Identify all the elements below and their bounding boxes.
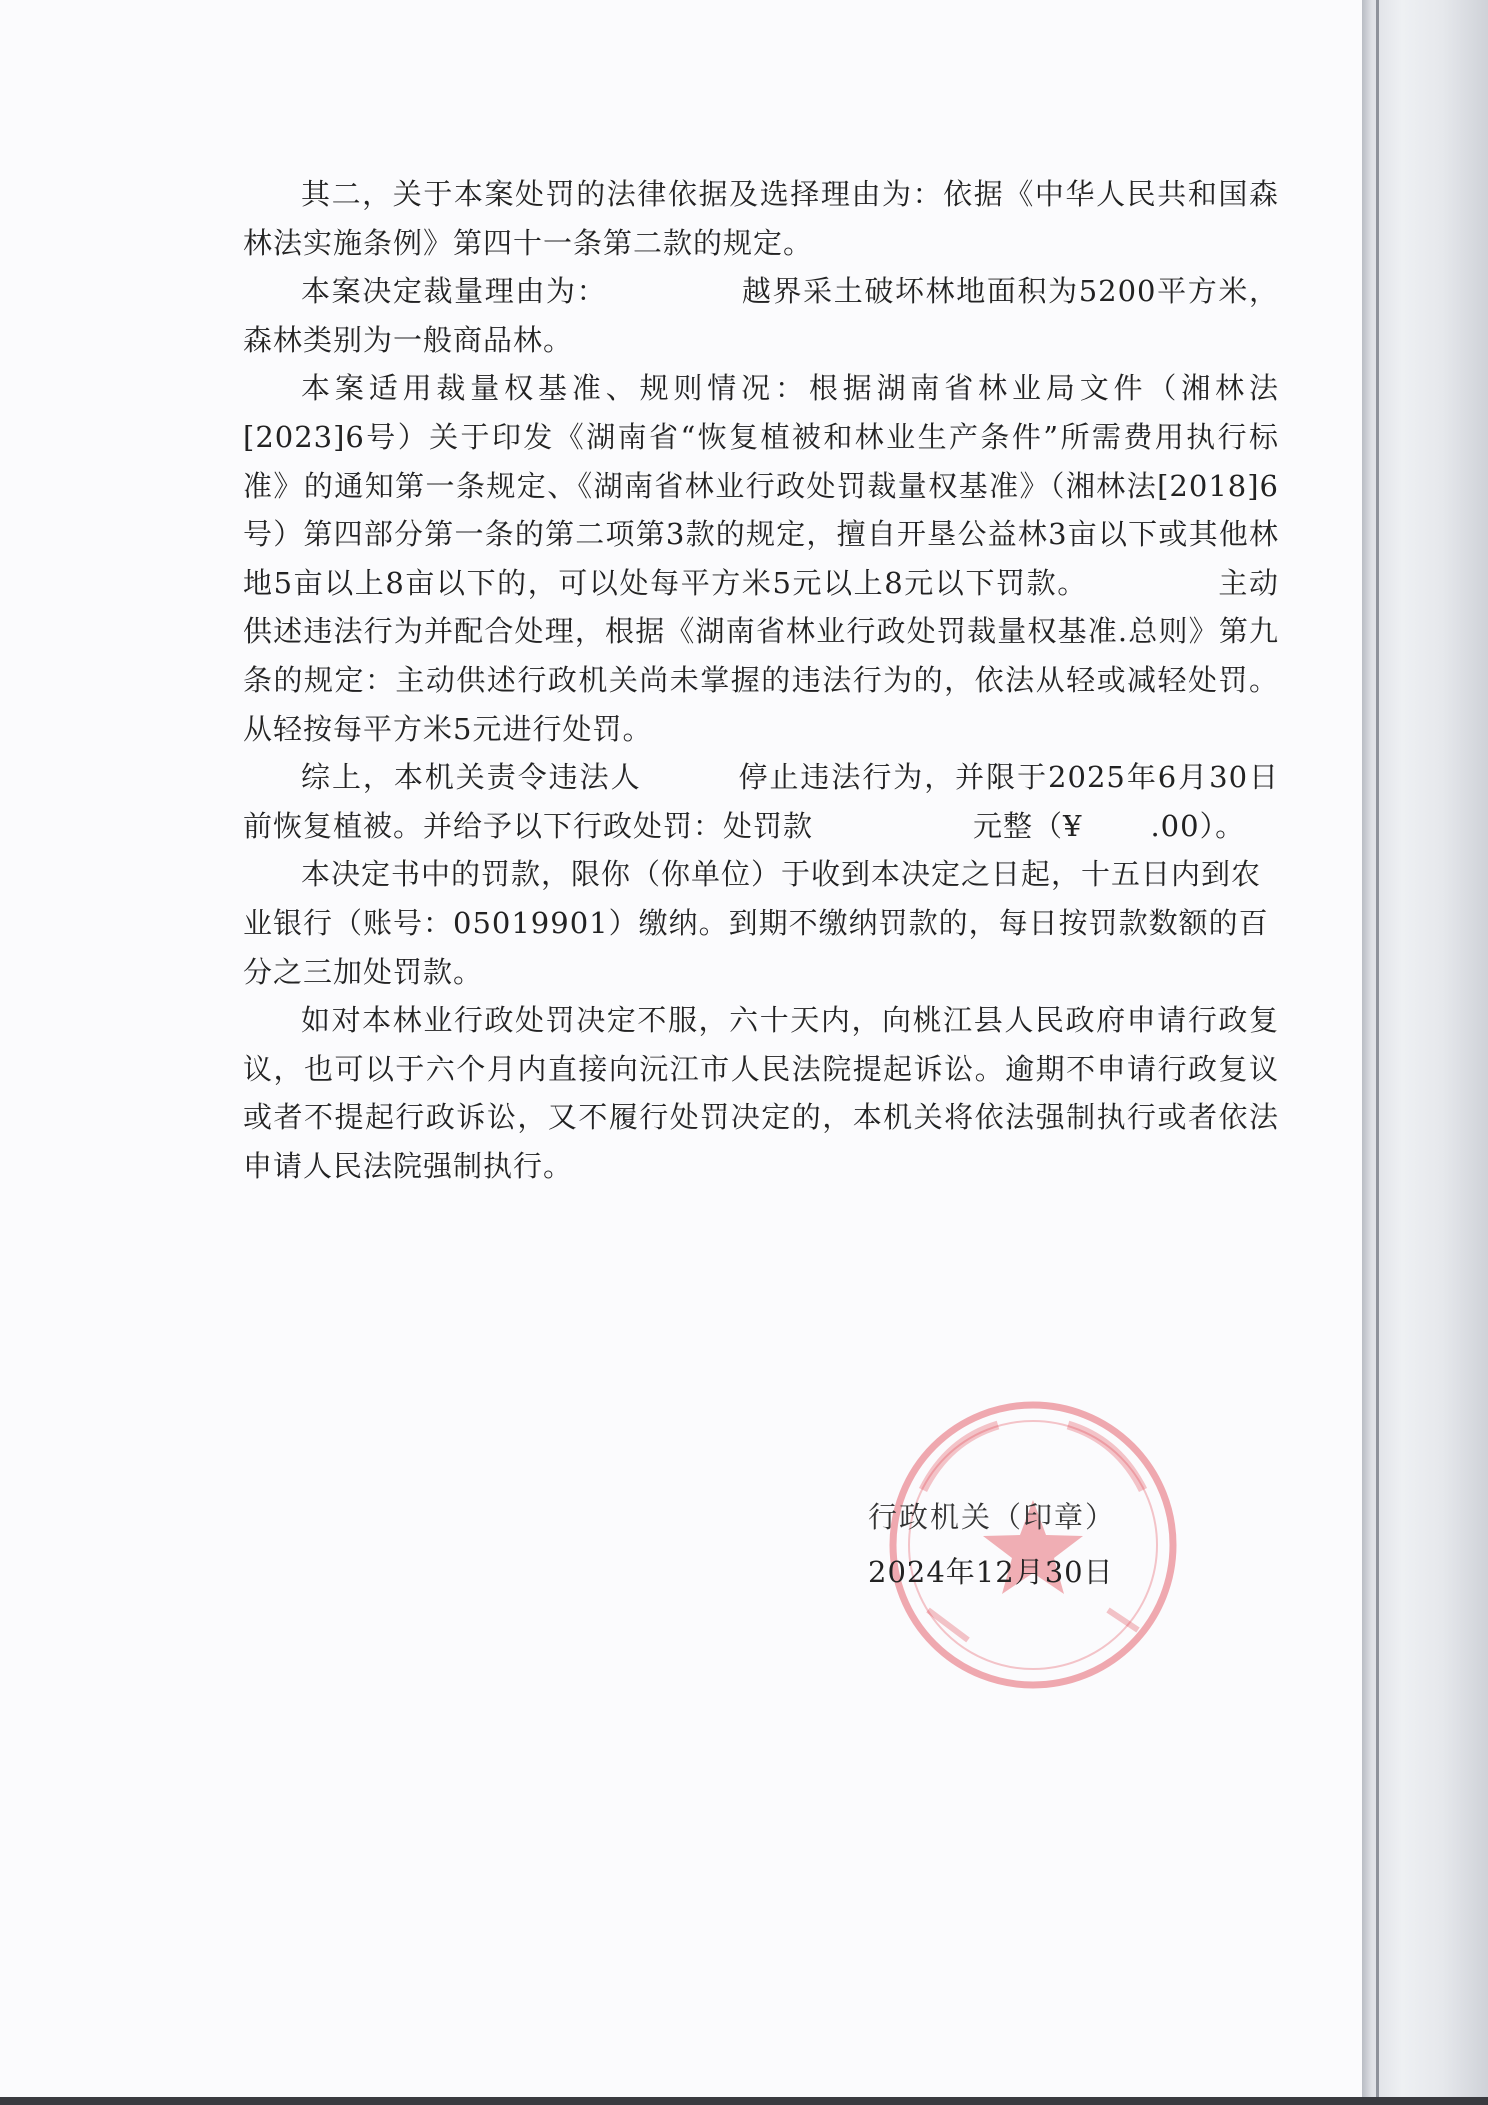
book-binding-gutter — [1362, 0, 1488, 2105]
penalty-order-text: 停止违法行为，并限于2025年6月30日前恢复植被。并给予以下行政处罚：处罚款 — [243, 760, 1279, 843]
official-seal-stamp — [868, 1380, 1198, 1710]
appeal-rights-paragraph — [243, 996, 1279, 1190]
penalty-lead: 综上，本机关责令违法人 — [301, 760, 642, 795]
issuing-authority-seal-label: 行政机关（印章） — [868, 1500, 1117, 1534]
appeal-rights-text: 如对本林业行政处罚决定不服，六十天内，向桃江县人民政府申请行政复议，也可以于六个月内直接向沅江市人民法院提起诉讼。逾期不申请行政复议或者不提起行政诉讼，又不履行处罚决定的，本机关将依法强制执行或者依法申请人民法院强制执行。 — [243, 1003, 1279, 1183]
legal-basis-paragraph — [243, 170, 1279, 267]
discretion-reason-text: 越界采土破坏林地面积为5200平方米，森林类别为一般商品林。 — [243, 274, 1279, 357]
legal-basis-text: 其二，关于本案处罚的法律依据及选择理由为：依据《中华人民共和国森林法实施条例》第四十一条第二款的规定。 — [243, 177, 1279, 260]
issue-date: 2024年12月30日 — [868, 1555, 1114, 1589]
discretion-reason-lead: 本案决定裁量理由为： — [301, 274, 608, 309]
penalty-amount-prefix: 元整（¥ — [973, 808, 1083, 843]
binding-edge-line — [1376, 0, 1379, 2105]
discretion-standard-text: 本案适用裁量权基准、规则情况：根据湖南省林业局文件（湘林法[2023]6号）关于印发《湖南省“恢复植被和林业生产条件”所需费用执行标准》的通知第一条规定、《湖南省林业行政处罚裁量权基准》（湘林法[2018]6号）第四部分第一条的第二项第3款的规定，擅自开垦公益林3亩以下或其他林地5亩以上8亩以下的，可以处每平方米5元以上8元以下罚款。 — [243, 371, 1279, 600]
discretion-reason-paragraph — [243, 267, 1279, 364]
payment-text: 本决定书中的罚款，限你（你单位）于收到本决定之日起，十五日内到农业银行（账号：05019901）缴纳。到期不缴纳罚款的，每日按罚款数额的百分之三加处罚款。 — [243, 857, 1269, 989]
decision-body — [243, 170, 1279, 1190]
penalty-amount-suffix: .00）。 — [1150, 808, 1246, 843]
mitigation-text: 主动供述违法行为并配合处理，根据《湖南省林业行政处罚裁量权基准.总则》第九条的规定：主动供述行政机关尚未掌握的违法行为的，依法从轻或减轻处罚。从轻按每平方米5元进行处罚。 — [243, 565, 1279, 746]
penalty-paragraph — [243, 753, 1279, 850]
scan-bottom-edge — [0, 2097, 1488, 2105]
payment-paragraph — [243, 850, 1279, 996]
discretion-standard-paragraph — [243, 364, 1279, 753]
